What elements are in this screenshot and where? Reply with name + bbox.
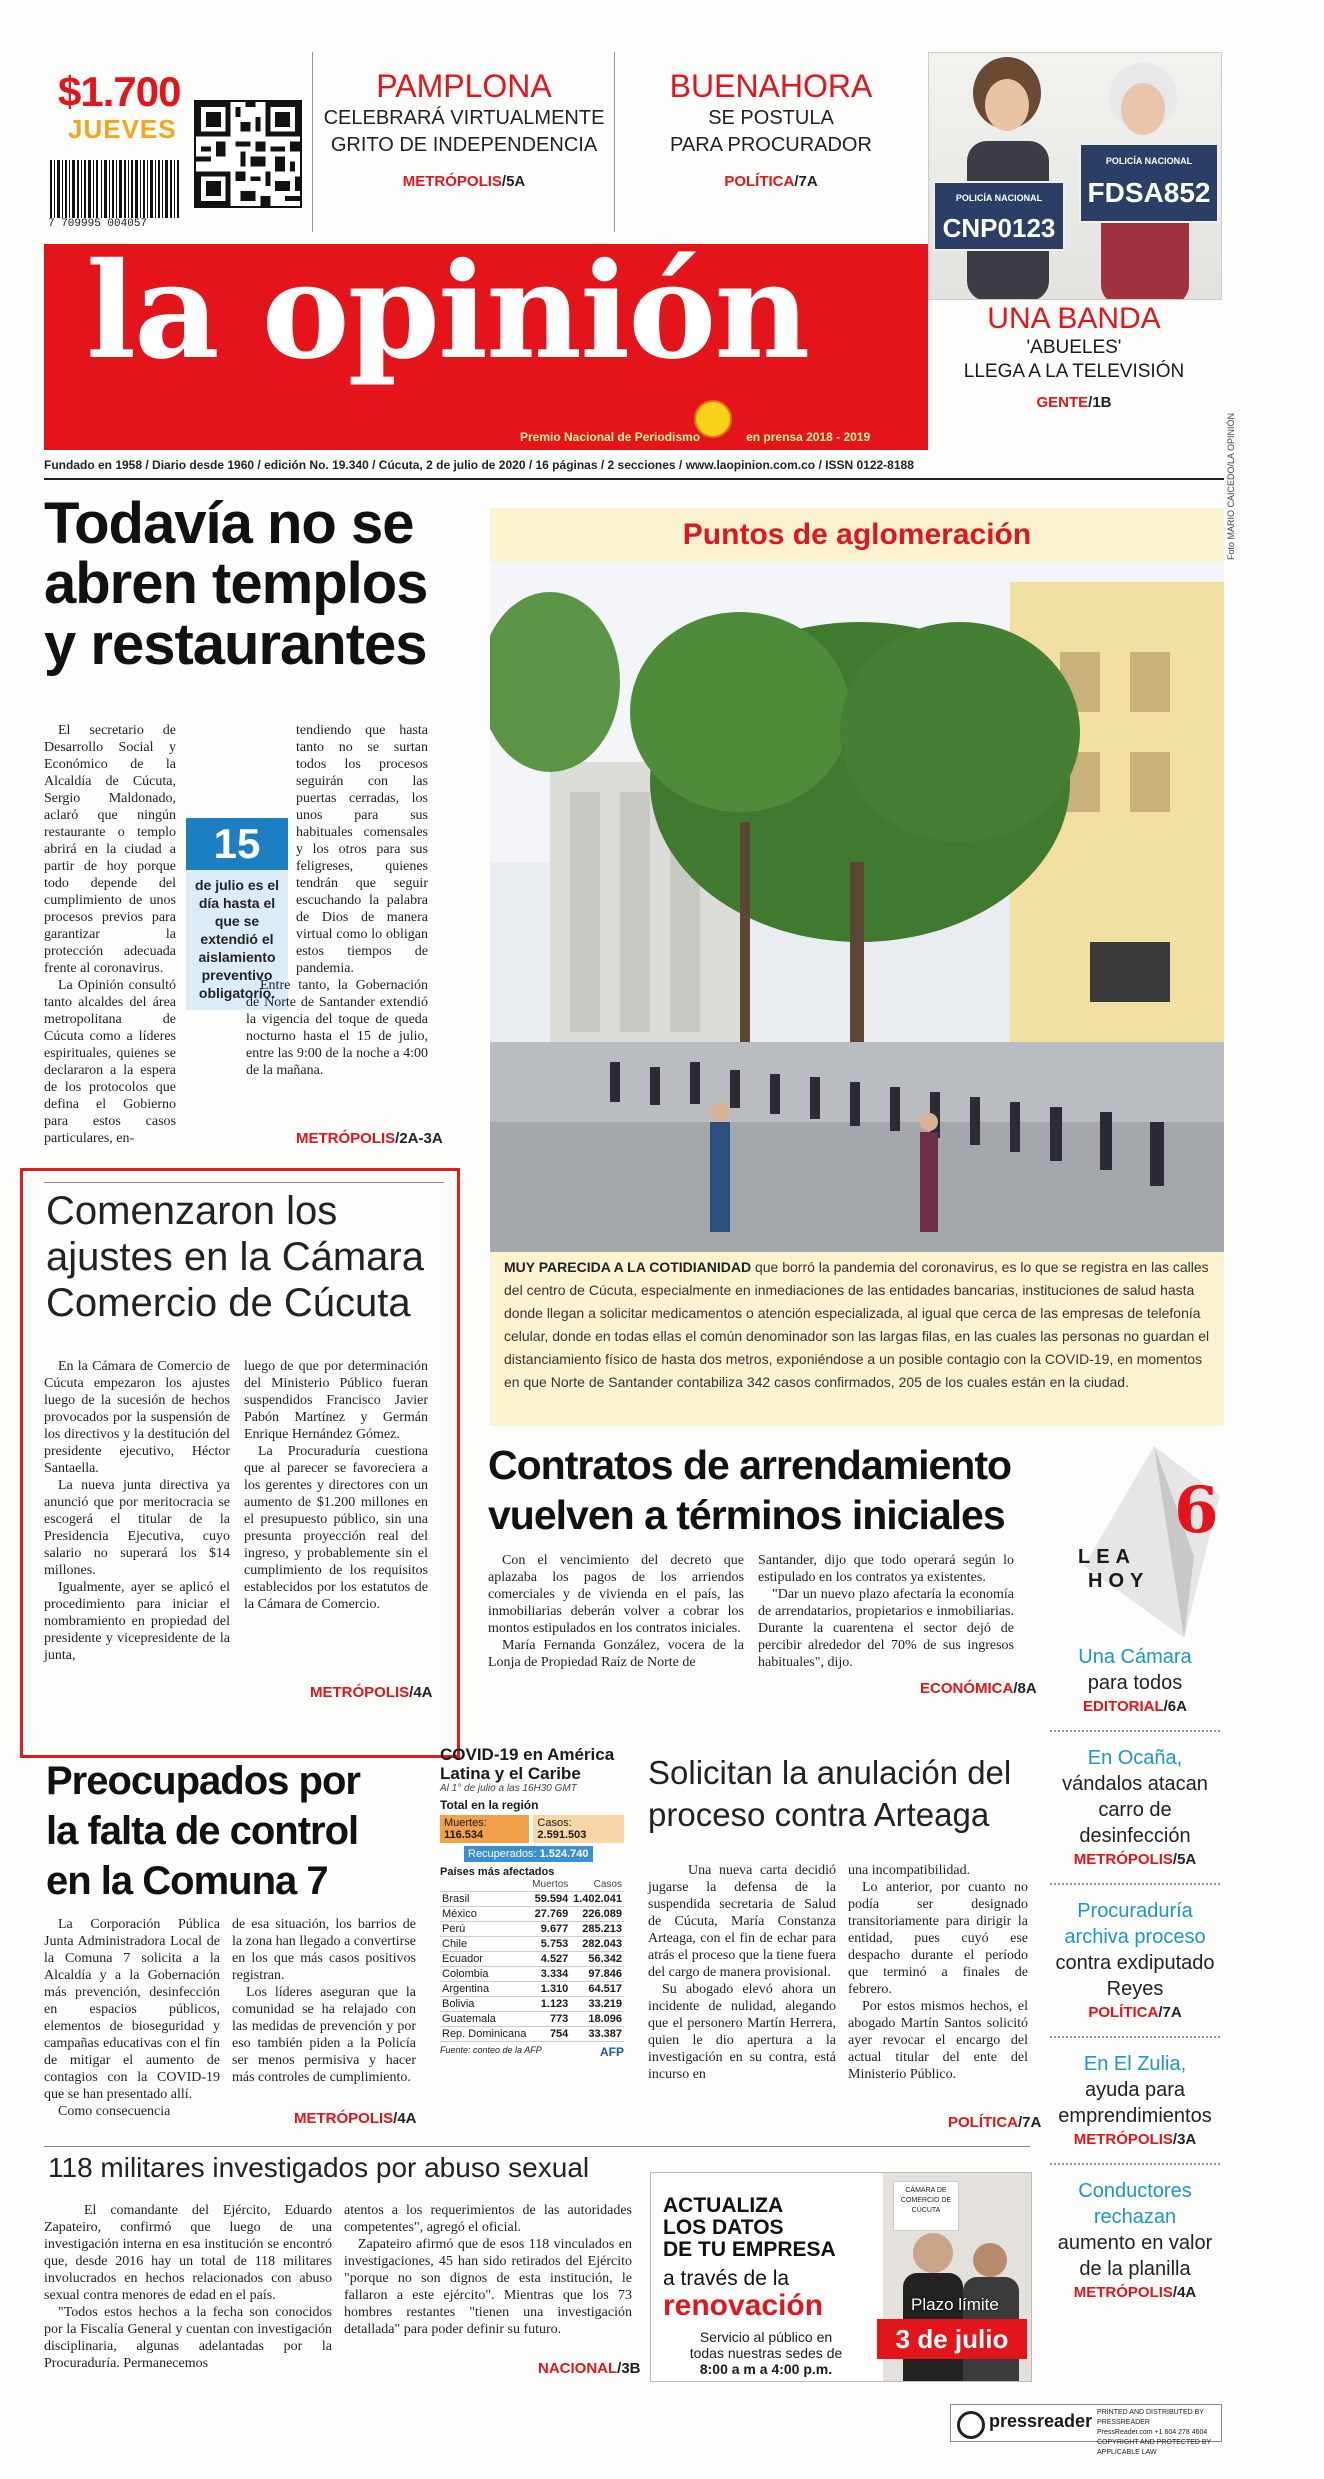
story-column: luego de que por determinación del Ministerio Público fueran suspendidos Francisco Javier Pabón Martínez y Germán Enrique Hernández Gómez. La Procuraduría cuestiona que al parecer se favoreciera a los gerentes y directores con un aumento de $1.200 millones en el presupuesto público, sin una presunta proyección real del ingreso, y probablemente sin el cumplimiento de los requisitos establecidos por los estatutos de la Cámara de Comercio. [244,1359,428,1612]
story-column: tendiendo que hasta tanto no se surtan todos los procesos seguirán con las puertas cerradas, los unos para sus habituales comensales y los otros para sus feligreses, quienes tendrán que seguir escuchando la palabra de Dios de manera virtual como lo obligan estos tiempos de pandemia. Entre tanto, la Gobernación de Norte de Santander extendió la vigencia del toque de queda nocturno hasta el 15 de julio, entre las 9:00 de la noche a 4:00 de la mañana. [246,723,428,1078]
story-column: atentos a los requerimientos de las autoridades competentes", agregó el oficial. Zapateiro afirmó que de esos 118 vinculados en investigaciones, 45 han sido retirados del Ejército "porque no son dignos de esta institución, le fallaron a este ejército". Mientras que los 73 hombres restantes "tienen una investigación detallada" para poder definir su futuro. [344,2203,632,2337]
lea-hoy-item[interactable]: En Ocaña, vándalos atacan carro de desinfección METRÓPOLIS/5A [1062,1747,1208,1868]
svg-text:6: 6 [1174,1473,1219,1548]
section-ref[interactable]: METRÓPOLIS/2A-3A [296,1130,443,1147]
license-plate: POLICÍA NACIONAL FDSA852 [1079,143,1219,223]
story-column: En la Cámara de Comercio de Cúcuta empezaron los ajustes luego de la sucesión de hechos provocados por la suspensión de los directivos y la destitución del presidente ejecutivo, Héctor Santaella. La nueva junta directiva ya anunció que por meritocracia se escogerá el titular de la Presidencia Ejecutiva, cuyo salario no superará los $14 millones. Igualmente, ayer se aplicó el procedimiento para iniciar el nombramiento en propiedad del presidente y vicepresidente de la junta, [44,1359,230,1663]
covid-infographic [440,1745,624,2059]
teaser-pamplona[interactable] [314,68,614,190]
covid-sub: Al 1° de julio a las 16H30 GMT [440,1783,577,1794]
lea-hoy-list [1050,1644,1220,2304]
table-row: Rep. Dominicana 754 33.387 [442,2028,622,2040]
pressreader-icon [957,2411,985,2439]
covid-source: Fuente: conteo de la AFP [440,2045,542,2055]
table-row: Guatemala 773 18.096 [442,2013,622,2025]
story-column: El secretario de Desarrollo Social y Económico de la Alcaldía de Cúcuta, Sergio Maldonado, aclaró que ningún restaurante o templo abrirá en la ciudad a partir de hoy porque todo depende del cumplimiento de unos procesos previos para garantizar la protección adecuada frente al coronavirus. La Opinión consultó tanto alcaldes del área metropolitana de Cúcuta como a líderes espirituales, quienes se declararon a la espera de los protocolos que defina el Gobierno para estos casos particulares, en- [44,723,176,1146]
table-row: Chile 5.753 282.043 [442,1938,622,1950]
prize-logo-icon [694,400,732,438]
photo-caption: MUY PARECIDA A LA COTIDIANIDAD que borró la pandemia del coronavirus, es lo que se registra en las calles del centro de Cúcuta, especialmente en inmediaciones de las entidades bancarias, instituciones de salud hasta donde llegan a solicitar medicamentos o atención especializada, al igual que cerca de las empresas de telefonía celular, donde en todas ellas el común denominador son las largas filas, en las cuales las personas no guardan el distanciamiento físico de hasta dos metros, exponiéndose a un posible contagio con la COVID-19, en momentos en que Norte de Santander contabiliza 342 casos confirmados, 205 de los cuales están en la ciudad. [504,1259,1210,1390]
teaser-line: SE POSTULA [708,107,834,129]
story-column: Con el vencimiento del decreto que aplazaba los pagos de los arriendos comerciales y de vivienda en el país, las inmobiliarias deberán volver a cobrar los montos estipulados en los contratos iniciales. María Fernanda González, vocera de la Lonja de Propiedad Raíz de Norte de [488,1553,744,1670]
table-row: Colombia 3.334 97.846 [442,1968,622,1980]
divider [44,478,1224,480]
table-row: Bolivia 1.123 33.219 [442,1998,622,2010]
covid-recovered: Recuperados: 1.524.740 [464,1846,593,1862]
teaser-banda[interactable] [928,302,1220,411]
pressreader-label: pressreader [989,2411,1093,2431]
lea-hoy-item[interactable]: Una Cámara para todos EDITORIAL/6A [1078,1646,1192,1715]
barcode-number: 7 709995 004057 [48,218,148,230]
street-photo [490,562,1224,1252]
ad-renovacion: renovación [663,2289,824,2322]
headline-contratos[interactable]: Contratos de arrendamiento vuelven a términos iniciales [488,1442,1012,1538]
teaser-buenahora[interactable] [616,68,926,190]
section-ref[interactable]: ECONÓMICA/8A [920,1680,1037,1697]
story-column: El comandante del Ejército, Eduardo Zapateiro, confirmó que luego de una investigación interna en esa institución se encontró que, desde 2016 hay un total de 118 militares involucrados en hechos relacionados con abuso sexual contra menores de edad en el país. "Todos estos hechos a la fecha son conocidos por la Fiscalía General y cuentan con investigación disciplinaria, algunas adelantadas por la Procuraduría. Permanecemos [44,2203,332,2371]
barcode [48,160,182,218]
top-photo[interactable] [928,52,1222,300]
ad-service: Servicio al público en todas nuestras sedes de 8:00 a m a 4:00 p.m. [689,2329,843,2377]
headline-militares[interactable]: 118 militares investigados por abuso sexual [48,2152,590,2183]
photo-credit: Foto MARIO CAICEDO/LA OPINIÓN [1226,412,1236,560]
teaser-section: GENTE/1B [1036,394,1112,411]
lea-hoy-item[interactable]: Procuraduría archiva proceso contra exdiputado Reyes POLÍTICA/7A [1055,1900,1215,2021]
teaser-line: LLEGA A LA TELEVISIÓN [963,361,1185,382]
lea-label: LEA [1078,1546,1136,1568]
afp-logo: AFP [600,2045,624,2059]
qr-code[interactable] [194,100,302,208]
section-ref[interactable]: METRÓPOLIS/4A [310,1684,433,1701]
divider [44,1182,444,1183]
divider [614,52,615,232]
story-column: de esa situación, los barrios de la zona han llegado a convertirse en los que más casos positivos registran. Los líderes aseguran que la comunidad se ha relajado con las medidas de prevención y por eso también piden a la Policía ser menos permisiva y hacer más controles de cumplimiento. [232,1917,416,2085]
teaser-line: 'ABUELES' [1026,337,1122,358]
headline: Todavía no se abren templos y restaurantes [44,491,428,677]
covid-title: COVID-19 en América [440,1745,615,1764]
table-row: Perú 9.677 285.213 [442,1923,622,1935]
covid-totals: Muertes: 116.534 Casos: 2.591.503 [440,1815,624,1843]
ad-subline: a través de la [663,2267,790,2290]
divider [44,2146,1030,2147]
license-plate: POLICÍA NACIONAL CNP0123 [933,181,1065,251]
teaser-city: BUENAHORA [669,68,873,104]
divider [312,52,313,232]
section-ref[interactable]: NACIONAL/3B [538,2360,641,2377]
price: $1.700 [58,68,181,115]
main-photo-box[interactable] [490,508,1224,1426]
table-row: Brasil 59.594 1.402.041 [442,1893,622,1905]
dateline: Fundado en 1958 / Diario desde 1960 / edición No. 19.340 / Cúcuta, 2 de julio de 2020 / 16 páginas / 2 secciones / www.laopinion.com.co / ISSN 0122-8188 [44,458,914,472]
story-column: Una nueva carta decidió jugarse la defensa de la suspendida secretaria de Salud de Cúcuta, María Constanza Arteaga, con el fin de echar para atrás el proceso que la tiene fuera del cargo de manera provisional. Su abogado elevó ahora un incidente de nulidad, alegando que el personero Martín Herrera, quien le dio apertura a la investigación en su contra, está incurso en [648,1863,836,2082]
teaser-line: CELEBRARÁ VIRTUALMENTE [323,107,605,129]
callout-text: de julio es el día hasta el que se extendió el aislamiento preventivo obligatorio. [194,877,280,1001]
lea-hoy-graphic [1044,1446,1220,1638]
weekday: JUEVES [68,114,177,144]
headline-arteaga[interactable]: Solicitan la anulación del proceso contra Arteaga [648,1754,1012,1833]
teaser-line: PARA PROCURADOR [670,134,872,156]
covid-title: Latina y el Caribe [440,1764,581,1783]
hoy-label: HOY [1088,1570,1150,1592]
table-row: Argentina 1.310 64.517 [442,1983,622,1995]
teaser-section: METRÓPOLIS/5A [402,173,526,190]
story-column: Santander, dijo que todo operará según lo estipulado en los contratos ya existentes. "Dar un nuevo plazo afectaría la economía de arrendatarios, propietarios e inmobiliarias. Durante la cuarentena el sector dejó de percibir alrededor del 70% de sus ingresos habituales", dijo. [758,1553,1014,1670]
story-templos[interactable] [44,491,444,677]
covid-total-label: Total en la región [440,1798,539,1812]
newspaper-title[interactable]: la opinión [86,234,809,389]
callout-number: 15 [186,818,288,870]
covid-table: Muertos Casos Brasil 59.594 1.402.041 México 27.769 226.089 Perú 9.677 285.213 Chile 5.753 282.043 Ecuador 4.527 56.342 Colombia 3.334 97.846 Argentina 1.310 64.517 Bolivia 1.123 33.219 Guatemala 773 18.096 Rep. Dominicana 754 33.387 [442,1879,622,2040]
section-ref[interactable]: POLÍTICA/7A [948,2114,1042,2131]
headline-camara[interactable]: Comenzaron los ajustes en la Cámara Comercio de Cúcuta [46,1189,424,1325]
pressreader-info: PRINTED AND DISTRIBUTED BY PRESSREADER PressReader.com +1 604 278 4604 COPYRIGHT AND PROTECTED BY APPLICABLE LAW [1097,2409,1212,2456]
prize-text: Premio Nacional de Periodismo en prensa 2018 - 2019 [520,430,871,444]
ad-headline: ACTUALIZA LOS DATOS DE TU EMPRESA [663,2194,836,2261]
story-column: una incompatibilidad. Lo anterior, por cuanto no podía ser designado transitoriamente para dirigir la entidad, pues cuyó ese despacho durante el período que terminó a finales de febrero. Por estos mismos hechos, el abogado Martín Santos solicitó ayer revocar el encargo del actual titular del ente del Ministerio Público. [848,1863,1028,2082]
story-column: La Corporación Pública Junta Administradora Local de la Comuna 7 solicita a la Alcaldía y a la Gobernación más prevención, desinfección en espacios públicos, elementos de bioseguridad y campañas educativas con el fin de mitigar el aumento de contagios con la COVID-19 que se han presentado allí. Como consecuencia [44,1917,220,2119]
teaser-headline: UNA BANDA [987,302,1161,335]
pressreader-badge[interactable] [950,2404,1222,2456]
covid-table-title: Países más afectados [440,1866,555,1878]
photo-title: Puntos de aglomeración [682,518,1032,551]
teaser-line: GRITO DE INDEPENDENCIA [330,134,598,156]
ad-brand-logo: CÁMARA DE COMERCIO DE CÚCUTA [893,2181,959,2231]
table-row: Ecuador 4.527 56.342 [442,1953,622,1965]
ad-deadline-label: Plazo límite [911,2295,999,2314]
headline-comuna7[interactable]: Preocupados por la falta de control en la Comuna 7 [46,1759,360,1903]
section-ref[interactable]: METRÓPOLIS/4A [294,2110,417,2127]
teaser-city: PAMPLONA [376,68,552,104]
lea-hoy-item[interactable]: En El Zulia, ayuda para emprendimientos METRÓPOLIS/3A [1058,2053,1212,2148]
table-row: México 27.769 226.089 [442,1908,622,1920]
teaser-section: POLÍTICA/7A [724,173,818,190]
ad-deadline: 3 de julio [877,2319,1027,2359]
lea-hoy-item[interactable]: Conductores rechazan aumento en valor de la planilla METRÓPOLIS/4A [1057,2180,1213,2301]
advertisement[interactable] [650,2172,1032,2382]
